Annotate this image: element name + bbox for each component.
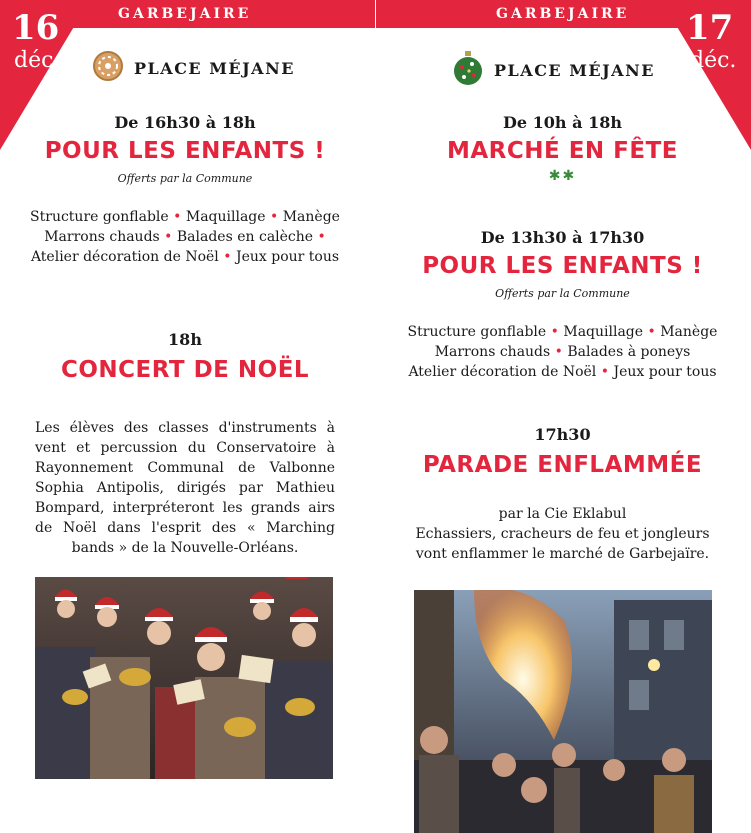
right-place-header [452,50,655,90]
parade-line: par la Cie Eklabul [498,506,627,522]
activity-line [400,322,725,342]
bullet-dot: • [173,209,186,225]
marching-band-photo [35,577,333,779]
left-event-concert [30,330,340,383]
activity-item: Structure gonflable [30,209,169,225]
right-kids-title: POUR LES ENFANTS ! [422,253,703,279]
bullet-dot: • [600,364,614,380]
bullet-dot: • [223,249,236,265]
right-day-number: 17 [686,8,734,48]
right-parade-title: PARADE ENFLAMMÉE [422,452,703,478]
activity-item: Marrons chauds [44,229,160,245]
left-kids-activities [30,207,340,267]
christmas-ornament-icon [452,50,484,90]
right-day-month: déc. [690,48,737,73]
right-brand: GARBEJAIRE [496,6,630,22]
right-parade-description [400,504,725,564]
activity-item: Manège [282,209,340,225]
left-concert-time: 18h [168,330,202,349]
left-kids-title: POUR LES ENFANTS ! [44,138,326,164]
activity-item: Jeux pour tous [613,364,717,380]
bullet-dot: • [647,324,661,340]
parade-line: Echassiers, cracheurs de feu et jongleurs [415,526,710,542]
snowflake-separator: ✱✱ [548,168,577,184]
left-event-kids [30,113,340,267]
right-market-time: De 10h à 18h [503,113,622,132]
activity-item: Balades en calèche [176,229,314,245]
right-kids-time: De 13h30 à 17h30 [480,228,645,247]
left-kids-note: Offerts par la Commune [117,172,253,185]
activity-item: Maquillage [563,324,644,340]
left-brand: GARBEJAIRE [118,6,252,22]
right-event-market [400,113,725,184]
cookie-icon [92,50,124,86]
activity-item: Atelier décoration de Noël [408,364,597,380]
activity-line [30,207,340,227]
activity-item: Jeux pour tous [235,249,340,265]
right-kids-activities [400,322,725,382]
left-concert-title: CONCERT DE NOËL [60,357,310,383]
fire-breather-photo [414,590,712,833]
bullet-dot: • [550,324,564,340]
left-place-name: PLACE MÉJANE [134,58,295,78]
bullet-dot: • [317,229,326,245]
bullet-dot: • [164,229,177,245]
right-event-kids [400,228,725,382]
activity-item: Structure gonflable [407,324,547,340]
parade-line: vont enflammer le marché de Garbejaïre. [415,546,710,562]
activity-item: Maquillage [185,209,266,225]
right-parade-time: 17h30 [534,425,591,444]
right-event-parade [400,425,725,564]
left-kids-time: De 16h30 à 18h [114,113,256,132]
activity-line [400,342,725,362]
activity-line [30,247,340,267]
left-day-number: 16 [12,8,60,48]
activity-item: Atelier décoration de Noël [30,249,219,265]
left-place-header [92,50,295,86]
activity-line [30,227,340,247]
activity-item: Marrons chauds [434,344,551,360]
left-concert-description: Les élèves des classes d'instruments à vent et percussion du Conservatoire à Rayonnement Communal de Valbonne Sophia Antipolis, dirigés par Mathieu Bompard, interpréteront les grands airs de Noël dans l'esprit des « Marching bands » de la Nouvelle-Orléans. [35,420,335,556]
right-place-name: PLACE MÉJANE [494,60,655,80]
right-kids-note: Offerts par la Commune [495,287,630,300]
activity-line [400,362,725,382]
activity-item: Balades à poneys [567,344,691,360]
bullet-dot: • [270,209,283,225]
activity-item: Manège [660,324,718,340]
right-market-title: MARCHÉ EN FÊTE [446,138,679,164]
left-day-month: déc. [14,48,61,73]
bullet-dot: • [554,344,568,360]
